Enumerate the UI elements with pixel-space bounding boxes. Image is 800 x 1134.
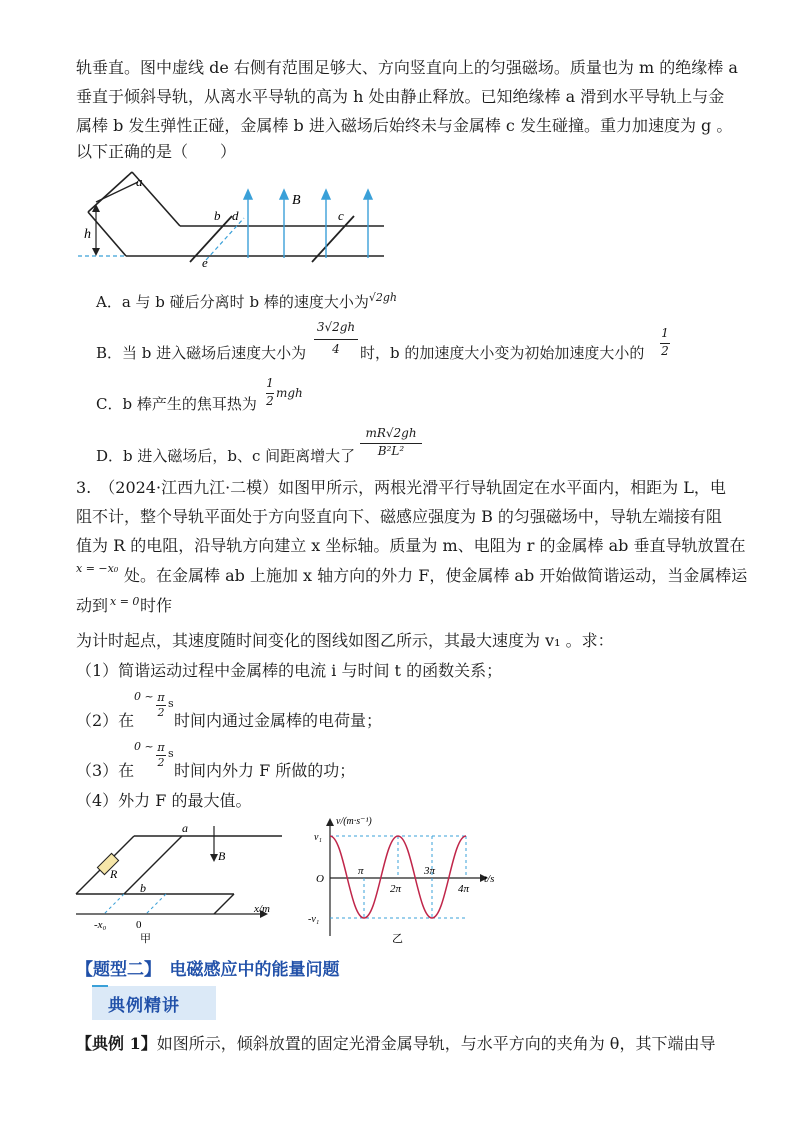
problem3-line1: 3. （2024·江西九江·二模）如图甲所示，两根光滑平行导轨固定在水平面内，相距为 L，电 bbox=[76, 478, 726, 497]
option-c-pre: C．b 棒产生的焦耳热为 bbox=[96, 395, 257, 413]
problem3-line5-post: 时作 bbox=[140, 596, 173, 615]
label-h: h bbox=[84, 227, 91, 242]
jia-neg-x0: -x₀ bbox=[94, 919, 107, 931]
label-b: b bbox=[214, 208, 221, 223]
question-2 bbox=[76, 711, 134, 731]
question-3-unit: s bbox=[168, 747, 174, 760]
problem3-line6: 为计时起点，其速度随时间变化的图线如图乙所示，其最大速度为 v₁ 。求： bbox=[76, 631, 614, 650]
label-c: c bbox=[338, 208, 344, 223]
question-2-post: 时间内通过金属棒的电荷量； bbox=[174, 711, 383, 730]
example-1 bbox=[76, 1034, 715, 1054]
problem3-line5-pre: 动到 bbox=[76, 596, 109, 615]
option-b-fraction-bar bbox=[314, 339, 358, 340]
problem2-line1: 轨垂直。图中虚线 de 右侧有范围足够大、方向竖直向上的匀强磁场。质量也为 m 的绝缘棒 a bbox=[76, 58, 738, 77]
banner-accent bbox=[90, 982, 110, 990]
option-b-half-num: 1 bbox=[661, 326, 669, 340]
example-1-text: 如图所示，倾斜放置的固定光滑金属导轨，与水平方向的夹角为 θ，其下端由导 bbox=[156, 1034, 716, 1053]
question-3-range: 0 ~ bbox=[134, 740, 154, 753]
jia-a: a bbox=[182, 822, 188, 835]
label-d: d bbox=[232, 208, 239, 223]
question-4: （4）外力 F 的最大值。 bbox=[76, 791, 252, 810]
yi-yaxis: v/(m·s⁻¹) bbox=[336, 816, 372, 827]
problem3-line5-math: x = 0 bbox=[110, 595, 140, 608]
option-c[interactable] bbox=[96, 394, 257, 414]
option-a-math: √2gh bbox=[368, 291, 397, 304]
problem2-line4: 以下正确的是（ ） bbox=[76, 142, 237, 161]
label-e: e bbox=[202, 255, 208, 270]
problem2-line3: 属棒 b 发生弹性正碰，金属棒 b 进入磁场后始终未与金属棒 c 发生碰撞。重力加速度为 g 。 bbox=[76, 116, 733, 135]
yi-v1: v₁ bbox=[314, 832, 322, 843]
question-2-den: 2 bbox=[157, 706, 165, 719]
figure-jia bbox=[74, 822, 290, 946]
yi-4pi: 4π bbox=[458, 883, 470, 895]
option-d[interactable] bbox=[96, 446, 355, 466]
question-3 bbox=[76, 761, 134, 781]
question-1: （1）简谐运动过程中金属棒的电流 i 与时间 t 的函数关系； bbox=[76, 661, 503, 680]
option-c-den: 2 bbox=[266, 394, 274, 408]
yi-xaxis: t/s bbox=[484, 873, 495, 885]
option-b-fraction-den: 4 bbox=[332, 342, 340, 356]
example-1-label: 【典例 1】 bbox=[76, 1034, 157, 1053]
question-3-den: 2 bbox=[157, 756, 165, 769]
problem3-line3: 值为 R 的电阻，沿导轨方向建立 x 坐标轴。质量为 m、电阻为 r 的金属棒 ab 垂直导轨放置在 bbox=[76, 536, 746, 555]
yi-neg-v1: -v₁ bbox=[308, 914, 320, 925]
question-2-range: 0 ~ bbox=[134, 690, 154, 703]
question-2-pre: （2）在 bbox=[76, 711, 135, 730]
option-b-half-den: 2 bbox=[661, 344, 669, 358]
question-3-pre: （3）在 bbox=[76, 761, 135, 780]
option-b-post: 时，b 的加速度大小变为初始加速度大小的 bbox=[360, 344, 645, 362]
option-c-tail: mgh bbox=[276, 386, 303, 400]
option-a-text: A．a 与 b 碰后分离时 b 棒的速度大小为 bbox=[96, 293, 369, 311]
section-title: 【题型二】 电磁感应中的能量问题 bbox=[76, 960, 340, 980]
jia-caption: 甲 bbox=[140, 933, 151, 945]
option-d-den: B²L² bbox=[377, 444, 405, 458]
question-2-num: π bbox=[157, 691, 165, 704]
figure-yi bbox=[300, 812, 510, 946]
label-a: a bbox=[136, 174, 143, 189]
jia-b: b bbox=[140, 881, 146, 895]
option-d-pre: D．b 进入磁场后，b、c 间距离增大了 bbox=[96, 447, 356, 465]
label-B: B bbox=[292, 193, 301, 208]
jia-xaxis: x/m bbox=[254, 903, 270, 915]
question-3-num: π bbox=[157, 741, 165, 754]
yi-2pi: 2π bbox=[390, 883, 402, 895]
example-banner-text: 典例精讲 bbox=[108, 996, 180, 1016]
question-3-post: 时间内外力 F 所做的功； bbox=[174, 761, 356, 780]
problem3-line4-math: x = −x₀ bbox=[76, 562, 119, 575]
problem3-line4: 处。在金属棒 ab 上施加 x 轴方向的外力 F，使金属棒 ab 开始做简谐运动，当金属棒运 bbox=[124, 566, 748, 585]
jia-R: R bbox=[110, 867, 118, 881]
jia-zero: 0 bbox=[136, 919, 142, 931]
yi-caption: 乙 bbox=[392, 933, 403, 945]
yi-origin: O bbox=[316, 873, 324, 885]
problem3-line2: 阻不计，整个导轨平面处于方向竖直向下、磁感应强度为 B 的匀强磁场中，导轨左端接有阻 bbox=[76, 507, 722, 526]
jia-B: B bbox=[218, 849, 226, 863]
question-2-unit: s bbox=[168, 697, 174, 710]
yi-3pi: 3π bbox=[424, 865, 436, 877]
yi-pi: π bbox=[358, 865, 364, 877]
option-d-num: mR√2gh bbox=[365, 426, 417, 440]
option-c-num: 1 bbox=[266, 376, 274, 390]
option-b-pre: B．当 b 进入磁场后速度大小为 bbox=[96, 344, 307, 362]
option-a[interactable] bbox=[96, 288, 397, 312]
option-b-fraction-num: 3√2gh bbox=[316, 320, 356, 334]
problem2-line2: 垂直于倾斜导轨，从离水平导轨的高为 h 处由静止释放。已知绝缘棒 a 滑到水平导轨上与金 bbox=[76, 87, 725, 106]
option-b[interactable] bbox=[96, 343, 306, 363]
rails-figure bbox=[76, 168, 396, 270]
